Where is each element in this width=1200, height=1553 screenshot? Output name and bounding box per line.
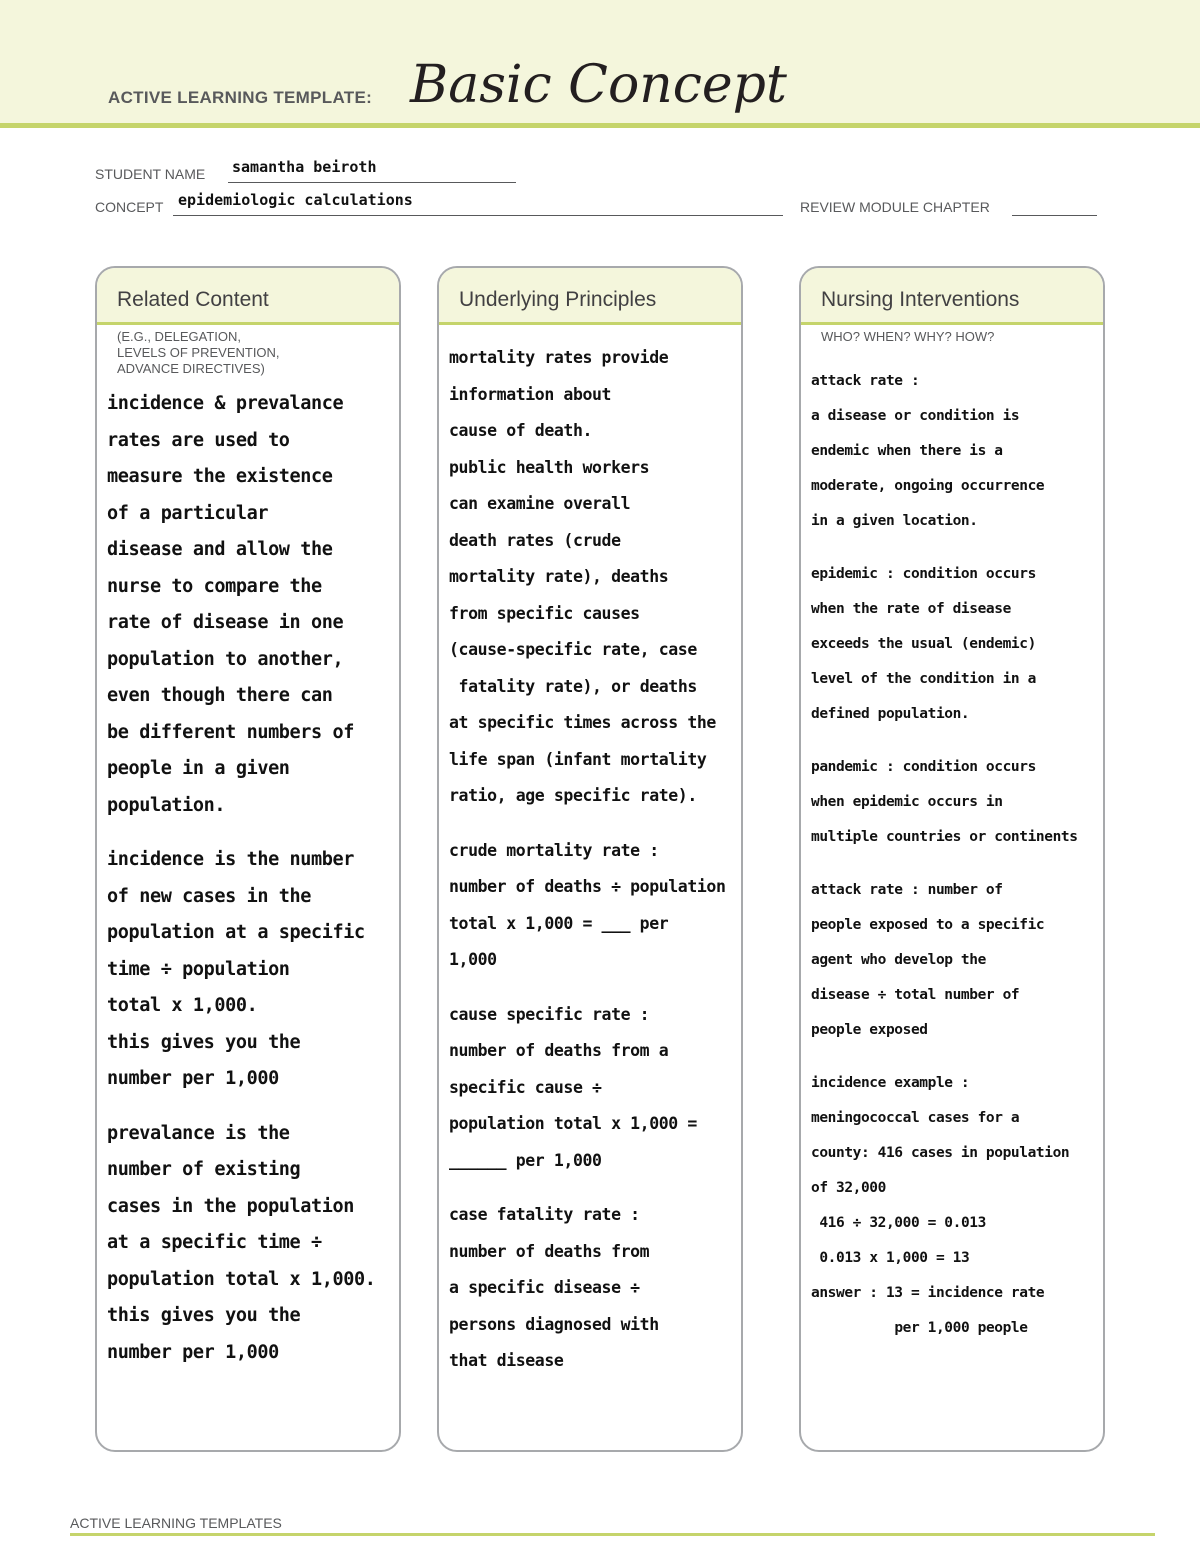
panel-underlying-principles <box>437 266 743 1452</box>
review-module-label: REVIEW MODULE CHAPTER <box>800 199 990 215</box>
panel-notes[interactable] <box>107 386 393 1389</box>
panel-header <box>439 268 741 325</box>
footer-rule <box>70 1533 1155 1536</box>
note-attack-rate: attack rate : number of people exposed to a specific agent who develop the disease ÷ total number of people exposed <box>811 882 1045 1038</box>
note-endemic: attack rate : a disease or condition is endemic when there is a moderate, ongoing occurrence in a given location. <box>811 373 1045 529</box>
note-mortality-rates: mortality rates provide information about cause of death. public health workers can examine overall death rates (crude mortality rate), deaths from specific causes (cause-specific rate, case fatality rate), or deaths at specific times across the life span (infant mortality ratio, age specific rate). <box>449 348 716 805</box>
panel-header <box>97 268 399 325</box>
note-cause-specific-rate: cause specific rate : number of deaths from a specific cause ÷ population total x 1,000 = ______ per 1,000 <box>449 1004 697 1170</box>
note-prevalence-definition: prevalance is the number of existing cases in the population at a specific time ÷ population total x 1,000. this gives you the number per 1,000 <box>107 1122 376 1363</box>
review-module-line <box>1012 215 1097 216</box>
panel-header <box>801 268 1103 325</box>
student-name-line <box>228 182 516 183</box>
note-pandemic: pandemic : condition occurs when epidemic occurs in multiple countries or continents <box>811 759 1078 845</box>
note-case-fatality-rate: case fatality rate : number of deaths from a specific disease ÷ persons diagnosed with that disease <box>449 1205 659 1370</box>
student-name-label: STUDENT NAME <box>95 166 206 182</box>
concept-label: CONCEPT <box>95 199 164 215</box>
panel-title: Nursing Interventions <box>821 288 1020 311</box>
note-epidemic: epidemic : condition occurs when the rate of disease exceeds the usual (endemic) level of the condition in a defined population. <box>811 566 1036 722</box>
template-title: Basic Concept <box>410 55 787 115</box>
note-incidence-definition: incidence is the number of new cases in the population at a specific time ÷ population total x 1,000. this gives you the number per 1,000 <box>107 849 365 1089</box>
panel-subtitle: (E.G., DELEGATION, LEVELS OF PREVENTION, ADVANCE DIRECTIVES) <box>117 329 280 376</box>
panel-notes[interactable] <box>449 340 735 1398</box>
panel-notes[interactable] <box>811 364 1097 1364</box>
panel-title: Underlying Principles <box>459 288 657 311</box>
student-name-value[interactable]: samantha beiroth <box>232 158 377 176</box>
header-rule <box>0 123 1200 128</box>
note-crude-mortality-rate: crude mortality rate : number of deaths ÷ population total x 1,000 = ___ per 1,000 <box>449 840 726 969</box>
panel-subtitle: WHO? WHEN? WHY? HOW? <box>821 329 995 344</box>
note-incidence-example: incidence example : meningococcal cases for a county: 416 cases in population of 32,000 416 ÷ 32,000 = 0.013 0.013 x 1,000 = 13 answer : 13 = incidence rate per 1,000 people <box>811 1075 1070 1336</box>
panel-title: Related Content <box>117 288 269 311</box>
panel-nursing-interventions <box>799 266 1105 1452</box>
panel-related-content <box>95 266 401 1452</box>
concept-line <box>173 215 783 216</box>
footer-label: ACTIVE LEARNING TEMPLATES <box>70 1515 282 1531</box>
note-incidence-prevalence: incidence & prevalance rates are used to measure the existence of a particular disease and allow the nurse to compare the rate of disease in one population to another, even though there can be different numbers of people in a given population. <box>107 393 354 816</box>
concept-value[interactable]: epidemiologic calculations <box>178 191 413 209</box>
template-label: ACTIVE LEARNING TEMPLATE: <box>108 88 373 107</box>
